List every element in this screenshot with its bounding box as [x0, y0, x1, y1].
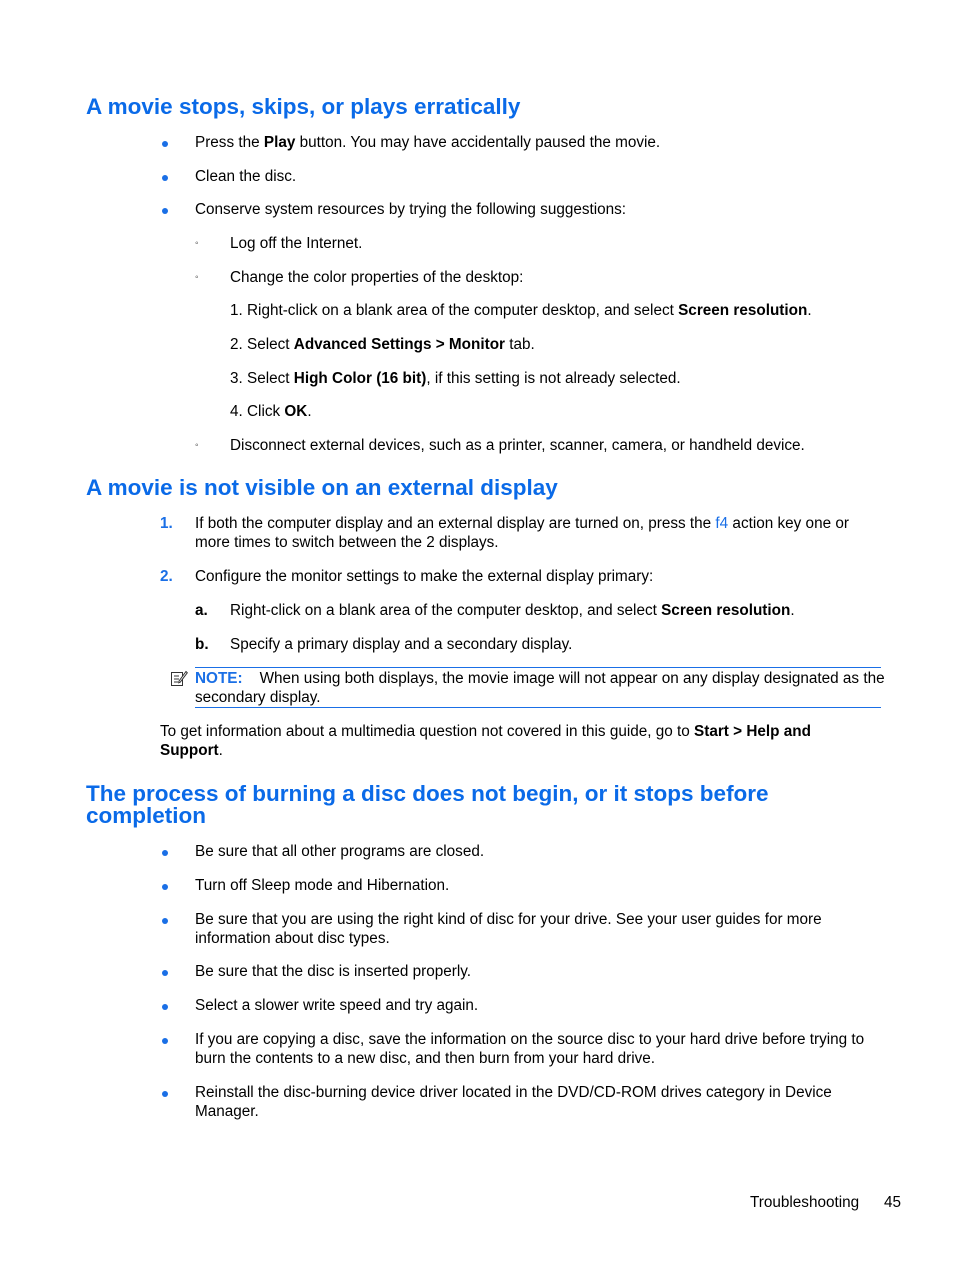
section-heading-burning-disc: The process of burning a disc does not begin, or it stops before completion — [86, 781, 769, 828]
bullet-icon — [162, 175, 168, 181]
step-item: 3. Select High Color (16 bit), if this setting is not already selected. — [230, 370, 681, 387]
bullet-icon — [162, 1091, 168, 1097]
step-item: 2. Select Advanced Settings > Monitor tab. — [230, 336, 535, 353]
list-item: Conserve system resources by trying the following suggestions: — [195, 201, 627, 218]
note-text: NOTE: When using both displays, the movie image will not appear on any display designated as the secondary display. — [195, 670, 885, 706]
list-item: If you are copying a disc, save the information on the source disc to your hard drive before trying to burn the contents to a new disc, and then burn from your hard drive. — [195, 1031, 865, 1067]
list-item: If both the computer display and an external display are turned on, press the f4 action key one or more times to switch between the 2 displays. — [195, 515, 849, 551]
bullet-icon — [162, 1004, 168, 1010]
bullet-icon — [162, 918, 168, 924]
list-item: Turn off Sleep mode and Hibernation. — [195, 877, 450, 894]
bullet-icon — [162, 970, 168, 976]
bullet-icon — [162, 884, 168, 890]
bullet-icon — [162, 208, 168, 214]
sub-bullet-icon: ◦ — [195, 440, 199, 451]
list-number: 2. — [160, 568, 173, 585]
sub-list-item: Change the color properties of the desktop: — [230, 269, 524, 286]
list-item: Configure the monitor settings to make the external display primary: — [195, 568, 654, 585]
sub-list-item: Right-click on a blank area of the computer desktop, and select Screen resolution. — [230, 602, 795, 619]
list-letter: a. — [195, 602, 208, 619]
bullet-icon — [162, 1038, 168, 1044]
bullet-icon — [162, 141, 168, 147]
page-number: 45 — [884, 1194, 902, 1211]
list-item: Be sure that all other programs are closed. — [195, 843, 485, 860]
footer-section-name: Troubleshooting — [750, 1194, 860, 1211]
sub-bullet-icon: ◦ — [195, 272, 199, 283]
step-item: 1. Right-click on a blank area of the computer desktop, and select Screen resolution. — [230, 302, 812, 319]
list-number: 1. — [160, 515, 173, 532]
list-item: Clean the disc. — [195, 168, 297, 185]
list-item: Press the Play button. You may have accidentally paused the movie. — [195, 134, 661, 151]
f4-key-link[interactable]: f4 — [715, 515, 729, 532]
list-item: Be sure that you are using the right kind of disc for your drive. See your user guides for more information about disc types. — [195, 911, 822, 947]
step-item: 4. Click OK. — [230, 403, 312, 420]
list-item: Reinstall the disc-burning device driver located in the DVD/CD-ROM drives category in Device Manager. — [195, 1084, 832, 1120]
bullet-icon — [162, 850, 168, 856]
sub-bullet-icon: ◦ — [195, 238, 199, 249]
section-heading-external-display: A movie is not visible on an external display — [86, 475, 558, 500]
note-pencil-icon — [170, 669, 188, 692]
list-item: Select a slower write speed and try again. — [195, 997, 479, 1014]
sub-list-item: Log off the Internet. — [230, 235, 363, 252]
sub-list-item: Specify a primary display and a secondary display. — [230, 636, 573, 653]
sub-list-item: Disconnect external devices, such as a printer, scanner, camera, or handheld device. — [230, 437, 805, 454]
list-letter: b. — [195, 636, 209, 653]
paragraph: To get information about a multimedia question not covered in this guide, go to Start > Help and Support. — [160, 723, 811, 759]
list-item: Be sure that the disc is inserted properly. — [195, 963, 472, 980]
section-heading-movie-stops: A movie stops, skips, or plays erratically — [86, 94, 521, 119]
